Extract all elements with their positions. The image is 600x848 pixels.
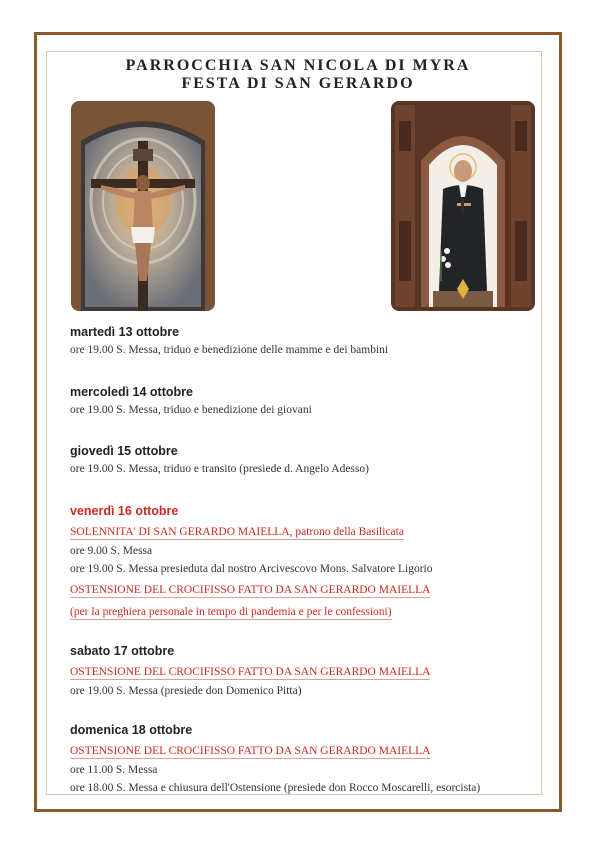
schedule-line: ore 18.00 S. Messa e chiusura dell'Ostensione (presiede don Rocco Moscarelli, esorcista): [70, 782, 481, 794]
ostension-highlight: OSTENSIONE DEL CROCIFISSO FATTO DA SAN GERARDO MAIELLA: [70, 745, 431, 757]
poster-frame: [34, 32, 562, 812]
schedule-day-4: [70, 504, 433, 620]
feast-title: FESTA DI SAN GERARDO: [181, 75, 415, 92]
saint-statue-image: [391, 101, 535, 311]
schedule-line: ore 19.00 S. Messa (presiede don Domenico Pitta): [70, 685, 302, 697]
ostension-note: (per la preghiera personale in tempo di pandemia e per le confessioni): [70, 606, 392, 618]
schedule-day-5: [70, 644, 430, 697]
day-heading: sabato 17 ottobre: [70, 644, 175, 658]
schedule-day-2: [70, 385, 312, 416]
schedule-day-1: [70, 325, 388, 356]
ostension-highlight: OSTENSIONE DEL CROCIFISSO FATTO DA SAN GERARDO MAIELLA: [70, 666, 431, 678]
day-heading: giovedì 15 ottobre: [70, 444, 178, 458]
schedule-line: ore 19.00 S. Messa, triduo e transito (presiede d. Angelo Adesso): [70, 463, 369, 475]
schedule-line: ore 19.00 S. Messa, triduo e benedizione delle mamme e dei bambini: [70, 344, 389, 356]
crucifix-image: [71, 101, 215, 311]
day-heading: mercoledì 14 ottobre: [70, 385, 193, 399]
parish-title: PARROCCHIA SAN NICOLA DI MYRA: [125, 57, 471, 74]
day-heading: domenica 18 ottobre: [70, 723, 193, 737]
schedule-line: ore 19.00 S. Messa presieduta dal nostro Arcivescovo Mons. Salvatore Ligorio: [70, 563, 433, 575]
schedule-line: ore 9.00 S. Messa: [70, 545, 153, 557]
solemnity-highlight: SOLENNITA' DI SAN GERARDO MAIELLA, patrono della Basilicata: [70, 526, 404, 538]
schedule-day-3: [70, 444, 369, 475]
schedule-day-6: [70, 723, 480, 794]
schedule-line: ore 19.00 S. Messa, triduo e benedizione dei giovani: [70, 404, 312, 416]
ostension-highlight: OSTENSIONE DEL CROCIFISSO FATTO DA SAN GERARDO MAIELLA: [70, 584, 431, 596]
schedule-line: ore 11.00 S. Messa: [70, 764, 158, 776]
day-heading: venerdì 16 ottobre: [70, 504, 179, 518]
day-heading: martedì 13 ottobre: [70, 325, 180, 339]
